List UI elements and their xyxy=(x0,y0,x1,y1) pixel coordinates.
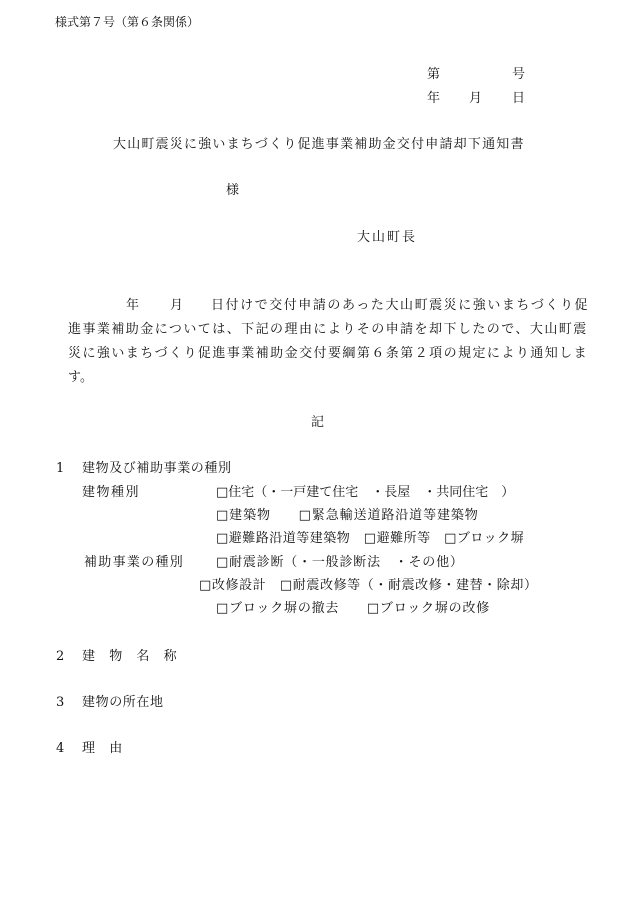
body-text-line2: 進事業補助金については、下記の理由によりその申請を却下したので、大山町震 xyxy=(68,322,588,337)
project-type-label: 補助事業の種別 xyxy=(84,555,185,570)
building-type-row2: □建築物 □緊急輸送道路沿道等建築物 xyxy=(216,508,479,523)
date-day: 日 xyxy=(512,91,526,106)
date-month: 月 xyxy=(469,91,483,106)
item1-number: 1 xyxy=(56,461,65,476)
recipient-suffix: 様 xyxy=(226,183,240,198)
item2-label: 建 物 名 称 xyxy=(82,649,178,664)
number-go: 号 xyxy=(512,67,526,82)
item1-label: 建物及び補助事業の種別 xyxy=(82,461,232,476)
item4-label: 理 由 xyxy=(82,741,123,756)
body-text-line4: す。 xyxy=(68,370,93,385)
issuer: 大山町長 xyxy=(357,230,418,245)
document-title: 大山町震災に強いまちづくり促進事業補助金交付申請却下通知書 xyxy=(113,137,525,152)
building-type-row3: □避難路沿道等建築物 □避難所等 □ブロック塀 xyxy=(216,531,525,546)
body-date-year: 年 xyxy=(126,298,140,313)
body-text-line3: 災に強いまちづくり促進事業補助金交付要綱第６条第２項の規定により通知しま xyxy=(68,346,589,361)
building-type-label: 建物種別 xyxy=(82,485,141,500)
body-date-month: 月 xyxy=(170,298,184,313)
item4-number: 4 xyxy=(56,741,65,756)
item3-label: 建物の所在地 xyxy=(82,695,164,710)
date-year: 年 xyxy=(427,91,441,106)
ki-heading: 記 xyxy=(311,415,325,430)
project-type-row3: □ブロック塀の撤去 □ブロック塀の改修 xyxy=(216,601,491,616)
body-text-line1: 日付けで交付申請のあった大山町震災に強いまちづくり促 xyxy=(211,298,590,313)
number-dai: 第 xyxy=(427,67,441,82)
project-type-row1: □耐震診断（・一般診断法 ・その他） xyxy=(216,555,464,570)
item3-number: 3 xyxy=(56,695,65,710)
project-type-row2: □改修設計 □耐震改修等（・耐震改修・建替・除却） xyxy=(199,578,538,593)
building-type-row1: □住宅（・一戸建て住宅 ・長屋 ・共同住宅 ） xyxy=(216,485,515,500)
form-label: 様式第７号（第６条関係） xyxy=(55,15,200,29)
item2-number: 2 xyxy=(56,649,65,664)
